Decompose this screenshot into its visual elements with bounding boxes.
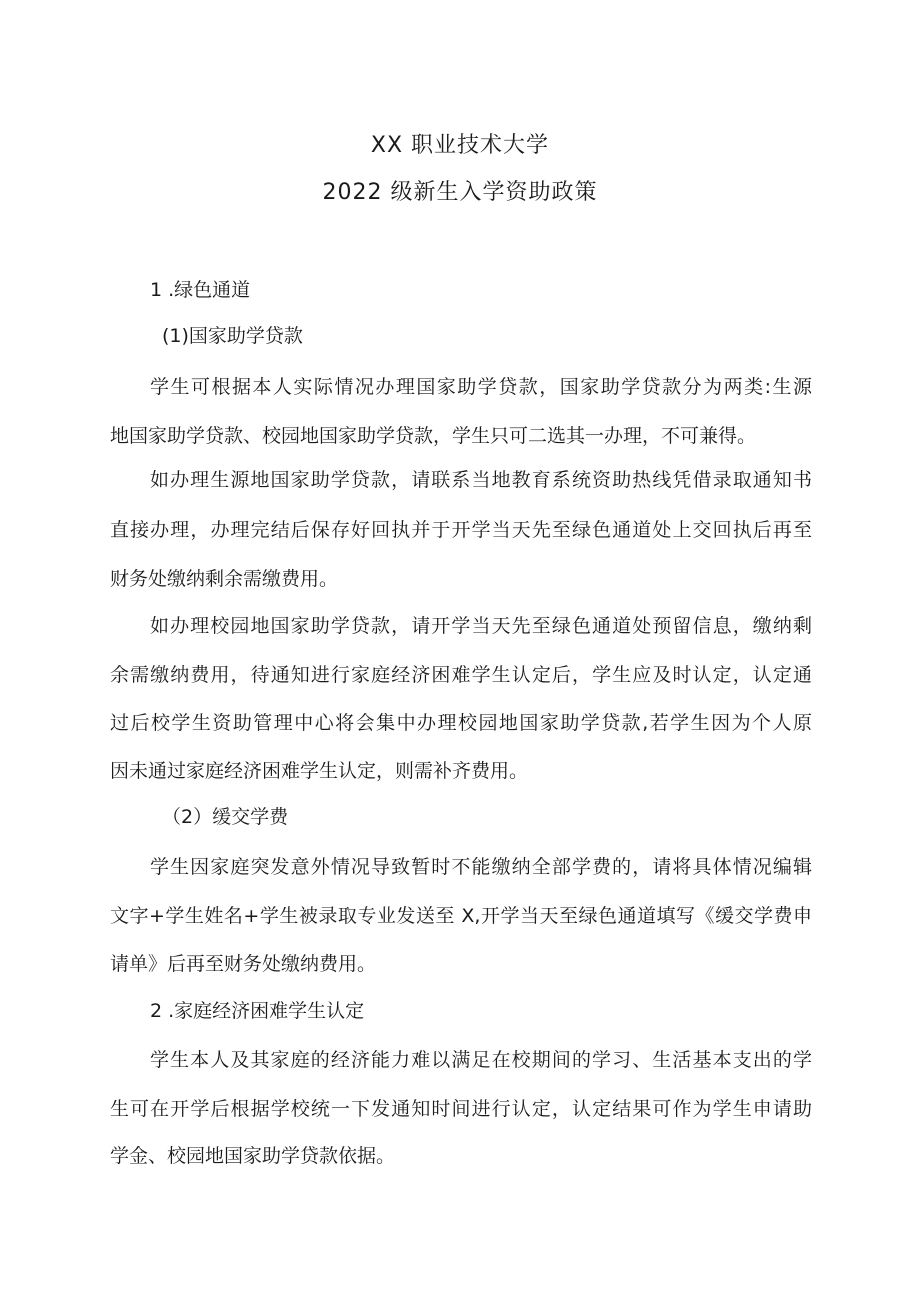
paragraph-line: 过后校学生资助管理中心将会集中办理校园地国家助学贷款,若学生因为个人原: [110, 712, 812, 734]
paragraph-line: 如办理校园地国家助学贷款，请开学当天先至绿色通道处预留信息，缴纳剩: [150, 615, 812, 637]
paragraph-line: 如办理生源地国家助学贷款，请联系当地教育系统资助热线凭借录取通知书: [150, 469, 812, 491]
document-title-line2: 2022 级新生入学资助政策: [322, 180, 598, 205]
paragraph-line: 学生因家庭突发意外情况导致暂时不能缴纳全部学费的，请将具体情况编辑: [150, 856, 812, 878]
paragraph-line: 学金、校园地国家助学贷款依据。: [110, 1145, 396, 1167]
section-heading-financial-hardship: 2 .家庭经济困难学生认定: [150, 1000, 365, 1022]
paragraph-line: 财务处缴纳剩余需缴费用。: [110, 568, 339, 590]
paragraph-line: 因未通过家庭经济困难学生认定，则需补齐费用。: [110, 760, 529, 782]
paragraph-line: 生可在开学后根据学校统一下发通知时间进行认定，认定结果可作为学生申请助: [110, 1098, 812, 1120]
paragraph-line: 余需缴纳费用，待通知进行家庭经济困难学生认定后，学生应及时认定，认定通: [110, 664, 812, 686]
section-heading-green-channel: 1 .绿色通道: [150, 279, 251, 301]
document-title-line1: XX 职业技术大学: [370, 133, 550, 158]
paragraph-line: 请单》后再至财务处缴纳费用。: [110, 953, 377, 975]
paragraph-line: 地国家助学贷款、校园地国家助学贷款，学生只可二选其一办理，不可兼得。: [110, 425, 757, 447]
paragraph-line: 学生可根据本人实际情况办理国家助学贷款，国家助学贷款分为两类:生源: [150, 376, 812, 398]
paragraph-line: 文字+学生姓名+学生被录取专业发送至 X,开学当天至绿色通道填写《缓交学费申: [110, 905, 812, 927]
paragraph-line: 学生本人及其家庭的经济能力难以满足在校期间的学习、生活基本支出的学: [150, 1049, 812, 1071]
paragraph-line: 直接办理，办理完结后保存好回执并于开学当天先至绿色通道处上交回执后再至: [110, 519, 812, 541]
subsection-heading-deferred-tuition: （2）缓交学费: [162, 806, 289, 828]
subsection-heading-student-loan: (1)国家助学贷款: [162, 325, 303, 347]
